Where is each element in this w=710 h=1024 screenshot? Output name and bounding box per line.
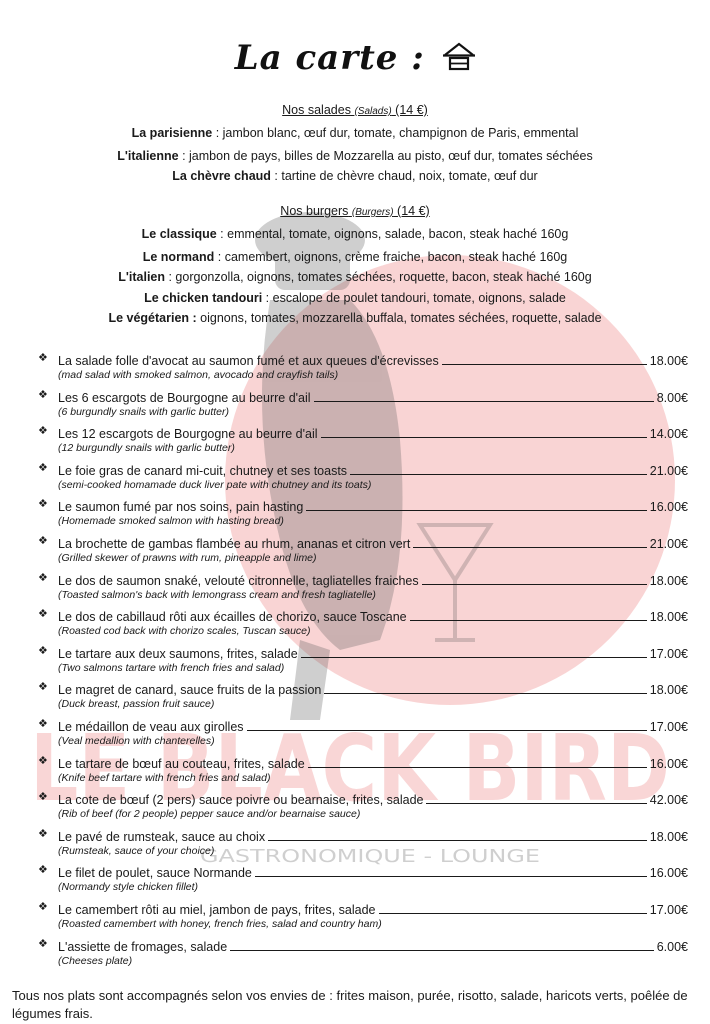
burger-item: Le normand : camembert, oignons, crème fraiche, bacon, steak haché 160g	[142, 250, 568, 264]
bullet-icon: ❖	[38, 425, 48, 438]
dish-row	[58, 497, 688, 514]
salads-section	[0, 100, 710, 186]
dish-leader-line	[247, 729, 647, 731]
dish-price: 16.00€	[649, 756, 688, 771]
dish-leader-line	[422, 583, 647, 585]
dish-translation: (Two salmons tartare with french fries and salad)	[58, 661, 285, 674]
dish-name: La cote de bœuf (2 pers) sauce poivre ou bearnaise, frites, salade	[58, 793, 424, 808]
dish-name: Le foie gras de canard mi-cuit, chutney et ses toasts	[58, 463, 348, 478]
bullet-icon: ❖	[38, 461, 48, 474]
dish-row	[58, 680, 688, 697]
bullet-icon: ❖	[38, 717, 48, 730]
page-title: La carte :	[234, 38, 425, 78]
dish-leader-line	[442, 363, 647, 365]
dish-translation: (Roasted cod back with chorizo scales, Tuscan sauce)	[58, 625, 311, 638]
dish-name: Les 12 escargots de Bourgogne au beurre d'ail	[58, 427, 318, 442]
dish-name: Le filet de poulet, sauce Normande	[58, 866, 252, 881]
bullet-icon: ❖	[38, 644, 48, 657]
dish-translation: (Normandy style chicken fillet)	[58, 881, 199, 894]
watermark-tagline-text: GASTRONOMIQUE - LOUNGE	[200, 846, 540, 867]
burger-item: Le classique : emmental, tomate, oignons, salade, bacon, steak haché 160g	[141, 227, 569, 241]
dish-price: 6.00€	[656, 939, 688, 954]
dish-name: Le tartare de bœuf au couteau, frites, salade	[58, 756, 305, 771]
footer-note: Tous nos plats sont accompagnés selon vos envies de : frites maison, purée, risotto, salade, haricots verts, poêlée de légumes frais.	[12, 988, 688, 1021]
salad-item: L'italienne : jambon de pays, billes de Mozzarella au pisto, œuf dur, tomates séchées	[117, 149, 593, 163]
dish-item	[38, 642, 688, 679]
salads-heading: Nos salades (Salads) (14 €)	[282, 103, 428, 117]
dish-item	[38, 386, 688, 423]
dish-name: Le pavé de rumsteak, sauce au choix	[58, 829, 266, 844]
burger-item: Le chicken tandouri : escalope de poulet tandouri, tomate, oignons, salade	[144, 291, 566, 305]
salad-item: La parisienne : jambon blanc, œuf dur, tomate, champignon de Paris, emmental	[131, 126, 579, 140]
dish-row	[58, 388, 688, 405]
dish-item	[38, 495, 688, 532]
bullet-icon: ❖	[38, 681, 48, 694]
dish-translation: (Homemade smoked salmon with hasting bread)	[58, 515, 284, 528]
dish-price: 16.00€	[649, 500, 688, 515]
dish-item	[38, 861, 688, 898]
dish-name: La salade folle d'avocat au saumon fumé et aux queues d'écrevisses	[58, 354, 439, 368]
dish-translation: (semi-cooked homamade duck liver pate with chutney and its toats)	[58, 478, 372, 491]
dish-leader-line	[324, 692, 646, 694]
dish-row	[58, 607, 688, 624]
dish-price: 18.00€	[649, 610, 688, 625]
dish-item	[38, 898, 688, 935]
dish-leader-line	[230, 949, 654, 951]
dish-row	[58, 754, 688, 771]
dish-item	[38, 349, 688, 386]
dish-leader-line	[268, 839, 647, 841]
bullet-icon: ❖	[38, 827, 48, 840]
dish-leader-line	[410, 619, 647, 621]
dish-item	[38, 605, 688, 642]
dish-row	[58, 790, 688, 807]
dish-row	[58, 461, 688, 478]
dish-translation: (Roasted camembert with honey, french fries, salad and country ham)	[58, 917, 382, 930]
dish-row	[58, 424, 688, 441]
dish-leader-line	[426, 802, 646, 804]
dish-name: Le camembert rôti au miel, jambon de pays, frites, salade	[58, 902, 376, 917]
dish-item	[38, 678, 688, 715]
dish-row	[58, 571, 688, 588]
burger-item: Le végétarien : oignons, tomates, mozzarella buffala, tomates séchées, roquette, salade	[108, 311, 602, 325]
dish-item	[38, 569, 688, 606]
bullet-icon: ❖	[38, 608, 48, 621]
watermark-brand-text: LE BLACK BIRD	[30, 715, 670, 822]
dish-leader-line	[350, 473, 647, 475]
dish-price: 17.00€	[649, 902, 688, 917]
bullet-icon: ❖	[38, 388, 48, 401]
dish-translation: (6 burgundly snails with garlic butter)	[58, 405, 229, 418]
dish-translation: (Knife beef tartare with french fries and salad)	[58, 771, 271, 784]
dish-translation: (Grilled skewer of prawns with rum, pineapple and lime)	[58, 551, 317, 564]
dish-leader-line	[321, 436, 647, 438]
dish-leader-line	[301, 656, 647, 658]
house-icon	[443, 41, 475, 76]
bullet-icon: ❖	[38, 937, 48, 950]
dish-translation: (Rumsteak, sauce of your choice)	[58, 844, 215, 857]
dish-item	[38, 532, 688, 569]
dish-price: 21.00€	[649, 536, 688, 551]
dish-item	[38, 459, 688, 496]
dish-leader-line	[308, 766, 647, 768]
salad-item: La chèvre chaud : tartine de chèvre chaud, noix, tomate, œuf dur	[172, 169, 538, 183]
dish-item	[38, 752, 688, 789]
burgers-section	[0, 201, 710, 328]
dish-price: 42.00€	[649, 793, 688, 808]
dish-leader-line	[306, 509, 646, 511]
dish-translation: (mad salad with smoked salmon, avocado and crayfish tails)	[58, 369, 339, 381]
dish-row	[58, 863, 688, 880]
dish-leader-line	[314, 400, 654, 402]
dish-row	[58, 827, 688, 844]
dish-price: 18.00€	[649, 354, 688, 368]
dish-name: Le dos de cabillaud rôti aux écailles de chorizo, sauce Toscane	[58, 610, 407, 625]
dish-price: 8.00€	[656, 390, 688, 405]
dish-price: 21.00€	[649, 463, 688, 478]
bullet-icon: ❖	[38, 498, 48, 511]
dish-price: 18.00€	[649, 829, 688, 844]
dish-name: La brochette de gambas flambée au rhum, ananas et citron vert	[58, 536, 411, 551]
bullet-icon: ❖	[38, 571, 48, 584]
dish-name: Le magret de canard, sauce fruits de la passion	[58, 683, 322, 698]
dish-row	[58, 937, 688, 954]
dish-name: Le dos de saumon snaké, velouté citronnelle, tagliatelles fraiches	[58, 573, 419, 588]
dishes-list	[38, 349, 688, 971]
dish-translation: (Cheeses plate)	[58, 954, 133, 967]
dish-item	[38, 935, 688, 972]
dish-item	[38, 788, 688, 825]
dish-leader-line	[413, 546, 646, 548]
dish-price: 16.00€	[649, 866, 688, 881]
bullet-icon: ❖	[38, 754, 48, 767]
dish-item	[38, 825, 688, 862]
bullet-icon: ❖	[38, 900, 48, 913]
dish-item	[38, 422, 688, 459]
dish-price: 17.00€	[649, 719, 688, 734]
dish-price: 17.00€	[649, 646, 688, 661]
dish-translation: (12 burgundly snails with garlic butter)	[58, 442, 235, 455]
dish-row	[58, 351, 688, 368]
title-row	[0, 38, 710, 78]
dish-translation: (Veal medallion with chanterelles)	[58, 734, 215, 747]
dish-price: 14.00€	[649, 427, 688, 442]
dish-leader-line	[255, 875, 647, 877]
dish-name: L'assiette de fromages, salade	[58, 939, 228, 954]
dish-name: Le saumon fumé par nos soins, pain hasting	[58, 500, 304, 515]
dish-name: Le tartare aux deux saumons, frites, salade	[58, 646, 298, 661]
dish-leader-line	[379, 912, 647, 914]
dish-translation: (Toasted salmon's back with lemongrass cream and fresh tagliatelle)	[58, 588, 376, 601]
dish-row	[58, 534, 688, 551]
dish-price: 18.00€	[649, 683, 688, 698]
bullet-icon: ❖	[38, 352, 48, 364]
bullet-icon: ❖	[38, 791, 48, 804]
bullet-icon: ❖	[38, 534, 48, 547]
burgers-heading: Nos burgers (Burgers) (14 €)	[280, 204, 430, 218]
dish-row	[58, 900, 688, 917]
dish-name: Les 6 escargots de Bourgogne au beurre d'ail	[58, 390, 311, 405]
burger-item: L'italien : gorgonzolla, oignons, tomates séchées, roquette, bacon, steak haché 160g	[118, 270, 592, 284]
bullet-icon: ❖	[38, 864, 48, 877]
dish-translation: (Rib of beef (for 2 people) pepper sauce and/or bearnaise sauce)	[58, 808, 361, 821]
dish-name: Le médaillon de veau aux girolles	[58, 719, 244, 734]
dish-price: 18.00€	[649, 573, 688, 588]
dish-row	[58, 717, 688, 734]
dish-item	[38, 715, 688, 752]
dish-translation: (Duck breast, passion fruit sauce)	[58, 698, 215, 711]
dish-row	[58, 644, 688, 661]
